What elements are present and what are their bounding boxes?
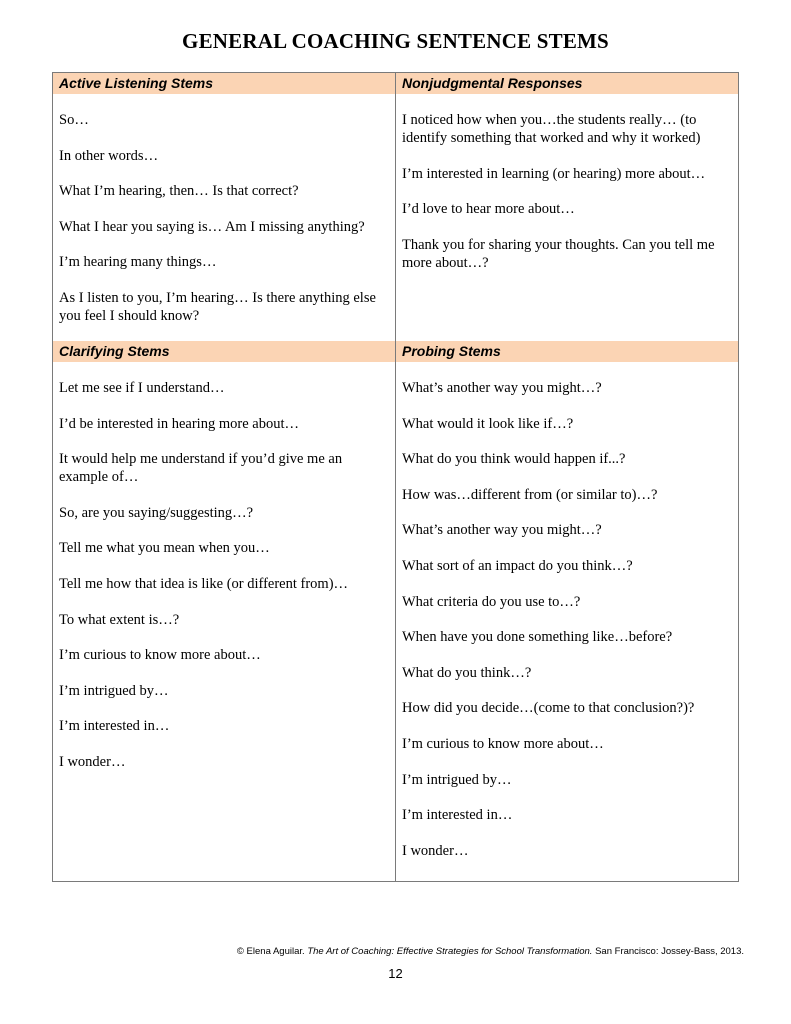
- stem-item: In other words…: [59, 147, 159, 164]
- stem-item: I’m interested in…: [402, 807, 513, 824]
- citation-suffix: San Francisco: Jossey-Bass, 2013.: [592, 946, 744, 957]
- stem-item: As I listen to you, I’m hearing… Is there anything else you feel I should know?: [59, 289, 376, 324]
- stem-item: What do you think…?: [402, 664, 532, 681]
- stem-item: I’d love to hear more about…: [402, 201, 575, 218]
- stem-item: How was…different from (or similar to)…?: [402, 486, 658, 503]
- active-listening-header: Active Listening Stems: [53, 73, 396, 94]
- probing-list: [402, 379, 732, 860]
- stem-item: What I hear you saying is… Am I missing anything?: [59, 218, 365, 235]
- stem-item: I’m interested in…: [59, 718, 170, 735]
- stem-item: I’d be interested in hearing more about…: [59, 415, 299, 432]
- stem-item: Thank you for sharing your thoughts. Can you tell me more about…?: [402, 236, 715, 271]
- stem-item: I wonder…: [402, 842, 469, 859]
- stem-item: I’m interested in learning (or hearing) more about…: [402, 165, 706, 182]
- footer-citation: [0, 946, 744, 957]
- page-title: GENERAL COACHING SENTENCE STEMS: [182, 29, 609, 53]
- stem-item: I wonder…: [59, 753, 126, 770]
- stem-item: I’m intrigued by…: [402, 771, 512, 788]
- stem-item: Tell me how that idea is like (or different from)…: [59, 575, 349, 592]
- nonjudgmental-cell: [396, 94, 738, 341]
- stem-item: So, are you saying/suggesting…?: [59, 504, 254, 521]
- active-listening-list: [59, 111, 389, 325]
- probing-header: Probing Stems: [396, 341, 738, 362]
- stem-item: What would it look like if…?: [402, 415, 574, 432]
- stem-item: When have you done something like…before?: [402, 629, 673, 646]
- page-number: 12: [388, 966, 403, 981]
- stem-item: What’s another way you might…?: [402, 522, 602, 539]
- stem-item: I’m curious to know more about…: [59, 647, 261, 664]
- stem-item: Let me see if I understand…: [59, 380, 225, 396]
- stem-item: What criteria do you use to…?: [402, 593, 581, 610]
- active-listening-cell: [53, 94, 396, 341]
- stem-item: To what extent is…?: [59, 611, 180, 628]
- probing-cell: [396, 362, 738, 881]
- stem-item: Tell me what you mean when you…: [59, 540, 270, 557]
- clarifying-cell: [53, 362, 396, 881]
- clarifying-header: Clarifying Stems: [53, 341, 396, 362]
- clarifying-list: [59, 379, 389, 771]
- stem-item: So…: [59, 112, 89, 128]
- stem-item: What I’m hearing, then… Is that correct?: [59, 183, 299, 200]
- stem-item: I’m curious to know more about…: [402, 735, 604, 752]
- stem-item: It would help me understand if you’d give me an example of…: [59, 451, 343, 486]
- nonjudgmental-list: [402, 111, 732, 272]
- citation-prefix: © Elena Aguilar.: [236, 946, 308, 957]
- stem-item: What do you think would happen if...?: [402, 451, 626, 468]
- stem-item: How did you decide…(come to that conclusion?)?: [402, 700, 695, 717]
- stem-item: I’m intrigued by…: [59, 682, 169, 699]
- stem-item: I noticed how when you…the students really… (to identify something that worked and why it worked): [402, 112, 701, 146]
- nonjudgmental-header: Nonjudgmental Responses: [396, 73, 738, 94]
- stem-item: What sort of an impact do you think…?: [402, 557, 633, 574]
- stem-item: What’s another way you might…?: [402, 380, 602, 396]
- citation-title: The Art of Coaching: Effective Strategies for School Transformation.: [307, 946, 593, 957]
- stem-item: I’m hearing many things…: [59, 254, 217, 271]
- sentence-stems-table: [52, 72, 739, 882]
